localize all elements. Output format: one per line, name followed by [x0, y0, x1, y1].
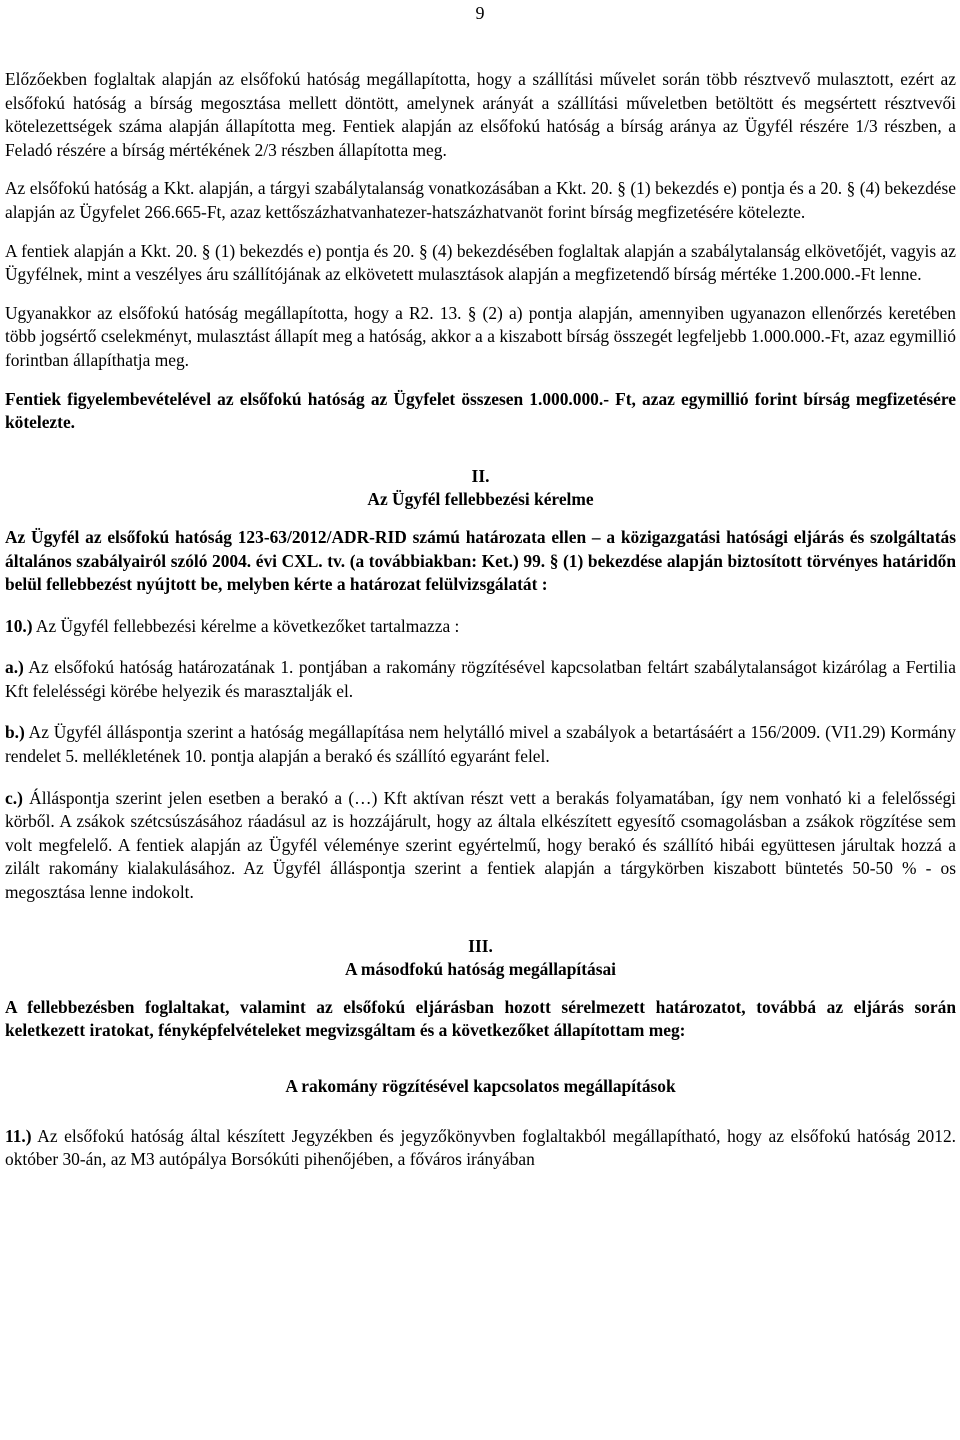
list-item-c: [5, 787, 956, 905]
section-number-3: III.: [468, 935, 493, 956]
section-title-appeal: Az Ügyfél fellebbezési kérelme: [367, 489, 594, 510]
list-item-text: Az Ügyfél fellebbezési kérelme a következőket tartalmazza :: [32, 615, 460, 636]
list-item-text: Az Ügyfél álláspontja szerint a hatóság megállapítása nem helytálló mivel a szabályok a betartásáért a 156/2009. (VI1.29) Kormány rendelet 5. mellékletének 10. pontja alapján a berakó és szállító egyaránt felel.: [5, 722, 956, 767]
paragraph-total-fine: Fentiek figyelembevételével az elsőfokú hatóság az Ügyfelet összesen 1.000.000.- Ft, azaz egymillió forint bírság megfizetésére kötelezte.: [5, 388, 956, 433]
list-item-text: Az elsőfokú hatóság által készített Jegyzékben és jegyzőkönyvben foglaltakból megállapítható, hogy az elsőfokú hatóság 2012. október 30-án, az M3 autópálya Borsókúti pihenőjében, a főváros irányában: [5, 1125, 956, 1170]
list-item-label: c.): [5, 787, 23, 808]
list-item-11: [5, 1125, 956, 1172]
section-number-2: II.: [471, 465, 490, 486]
list-item-label: 11.): [5, 1125, 32, 1146]
paragraph-appeal-intro: Az Ügyfél az elsőfokú hatóság 123-63/2012/ADR-RID számú határozata ellen – a közigazgatási hatósági eljárás és szolgáltatás általános szabályairól szóló 2004. évi CXL. tv. (a továbbiakban: Ket.) 99. § (1) bekezdése alapján biztosított törvényes határidőn belül fellebbezést nyújtott be, melyben kérte a határozat felülvizsgálatát :: [5, 526, 956, 595]
page-number: 9: [475, 3, 485, 23]
paragraph-findings-intro: A fellebbezésben foglaltakat, valamint az elsőfokú eljárásban hozott sérelmezett határozatot, továbbá az eljárás során keletkezett iratokat, fényképfelvételeket megvizsgáltam és a következőket állapítottam meg:: [5, 996, 956, 1041]
list-item-text: Álláspontja szerint jelen esetben a berakó a (…) Kft aktívan részt vett a berakás folyamatában, így nem vonható ki a felelősségi körből. A zsákok szétcsúszásához ráadásul az is hozzájárult, hogy az általa elkészített egyesítő csomagolásban a zsákok rögzítése sem volt megfelelő. A fentiek alapján az Ügyfél véleménye szerint egyértelmű, hogy berakó és szállító hibái együttesen járultak hozzá a zilált rakomány kialakulásához. Az Ügyfél álláspontja szerint a fentiek alapján a tárgykörben kiszabott büntetés 50-50 % - os megosztása lenne indokolt.: [5, 787, 956, 903]
list-item-text: Az elsőfokú hatóság határozatának 1. pontjában a rakomány rögzítésével kapcsolatban feltárt szabálytalanságot kizárólag a Fertilia Kft felelésségi körébe helyezik és marasztalják el.: [5, 657, 956, 701]
paragraph-first-instance-fine: Az elsőfokú hatóság a Kkt. alapján, a tárgyi szabálytalanság vonatkozásában a Kkt. 20. § (1) bekezdés e) pontja és a 20. § (4) bekezdése alapján az Ügyfelet 266.665-Ft, azaz kettőszázhatvanhatezer-hatszázhatvanöt forint bírság megfizetésére kötelezte.: [5, 178, 956, 222]
list-item-b: [5, 721, 956, 768]
paragraph-fine-allocation: Előzőekben foglaltak alapján az elsőfokú hatóság megállapította, hogy a szállítási művelet során több résztvevő mulasztott, ezért az elsőfokú hatóság a bírság megosztása mellett döntött, amelynek arányát a szállítási műveletben betöltött és megsértett résztvevői kötelezettségek száma alapján állapította meg. Fentiek alapján az elsőfokú hatóság a bírság aránya az Ügyfél részére 1/3 részben, a Feladó részére a bírság mértékének 2/3 részben állapította meg.: [5, 69, 956, 160]
subsection-title-cargo-securing: A rakomány rögzítésével kapcsolatos megállapítások: [285, 1076, 676, 1096]
list-item-a: [5, 656, 956, 703]
list-item-label: a.): [5, 657, 24, 678]
section-title-findings: A másodfokú hatóság megállapításai: [344, 959, 617, 980]
paragraph-fine-amount: A fentiek alapján a Kkt. 20. § (1) bekezdés e) pontja és 20. § (4) bekezdésében foglaltak alapján a szabálytalanság elkövetőjét, vagyis az Ügyfélnek, mint a veszélyes áru szállítójának az elkövetett mulasztások alapján a megfizetendő bírság mértéke 1.200.000.-Ft lenne.: [5, 240, 956, 285]
list-item-label: 10.): [5, 615, 33, 636]
document-body: [5, 68, 956, 1172]
list-item-10: [5, 615, 956, 639]
list-item-label: b.): [5, 722, 25, 743]
paragraph-fine-limit: Ugyanakkor az elsőfokú hatóság megállapította, hogy a R2. 13. § (2) a) pontja alapján, amennyiben ugyanazon ellenőrzés keretében több jogsértő cselekményt, mulasztást állapít meg a hatóság, akkor a a kiszabott bírság összegét legfeljebb 1.000.000.-Ft, azaz egymillió forintban állapíthatja meg.: [5, 302, 956, 370]
